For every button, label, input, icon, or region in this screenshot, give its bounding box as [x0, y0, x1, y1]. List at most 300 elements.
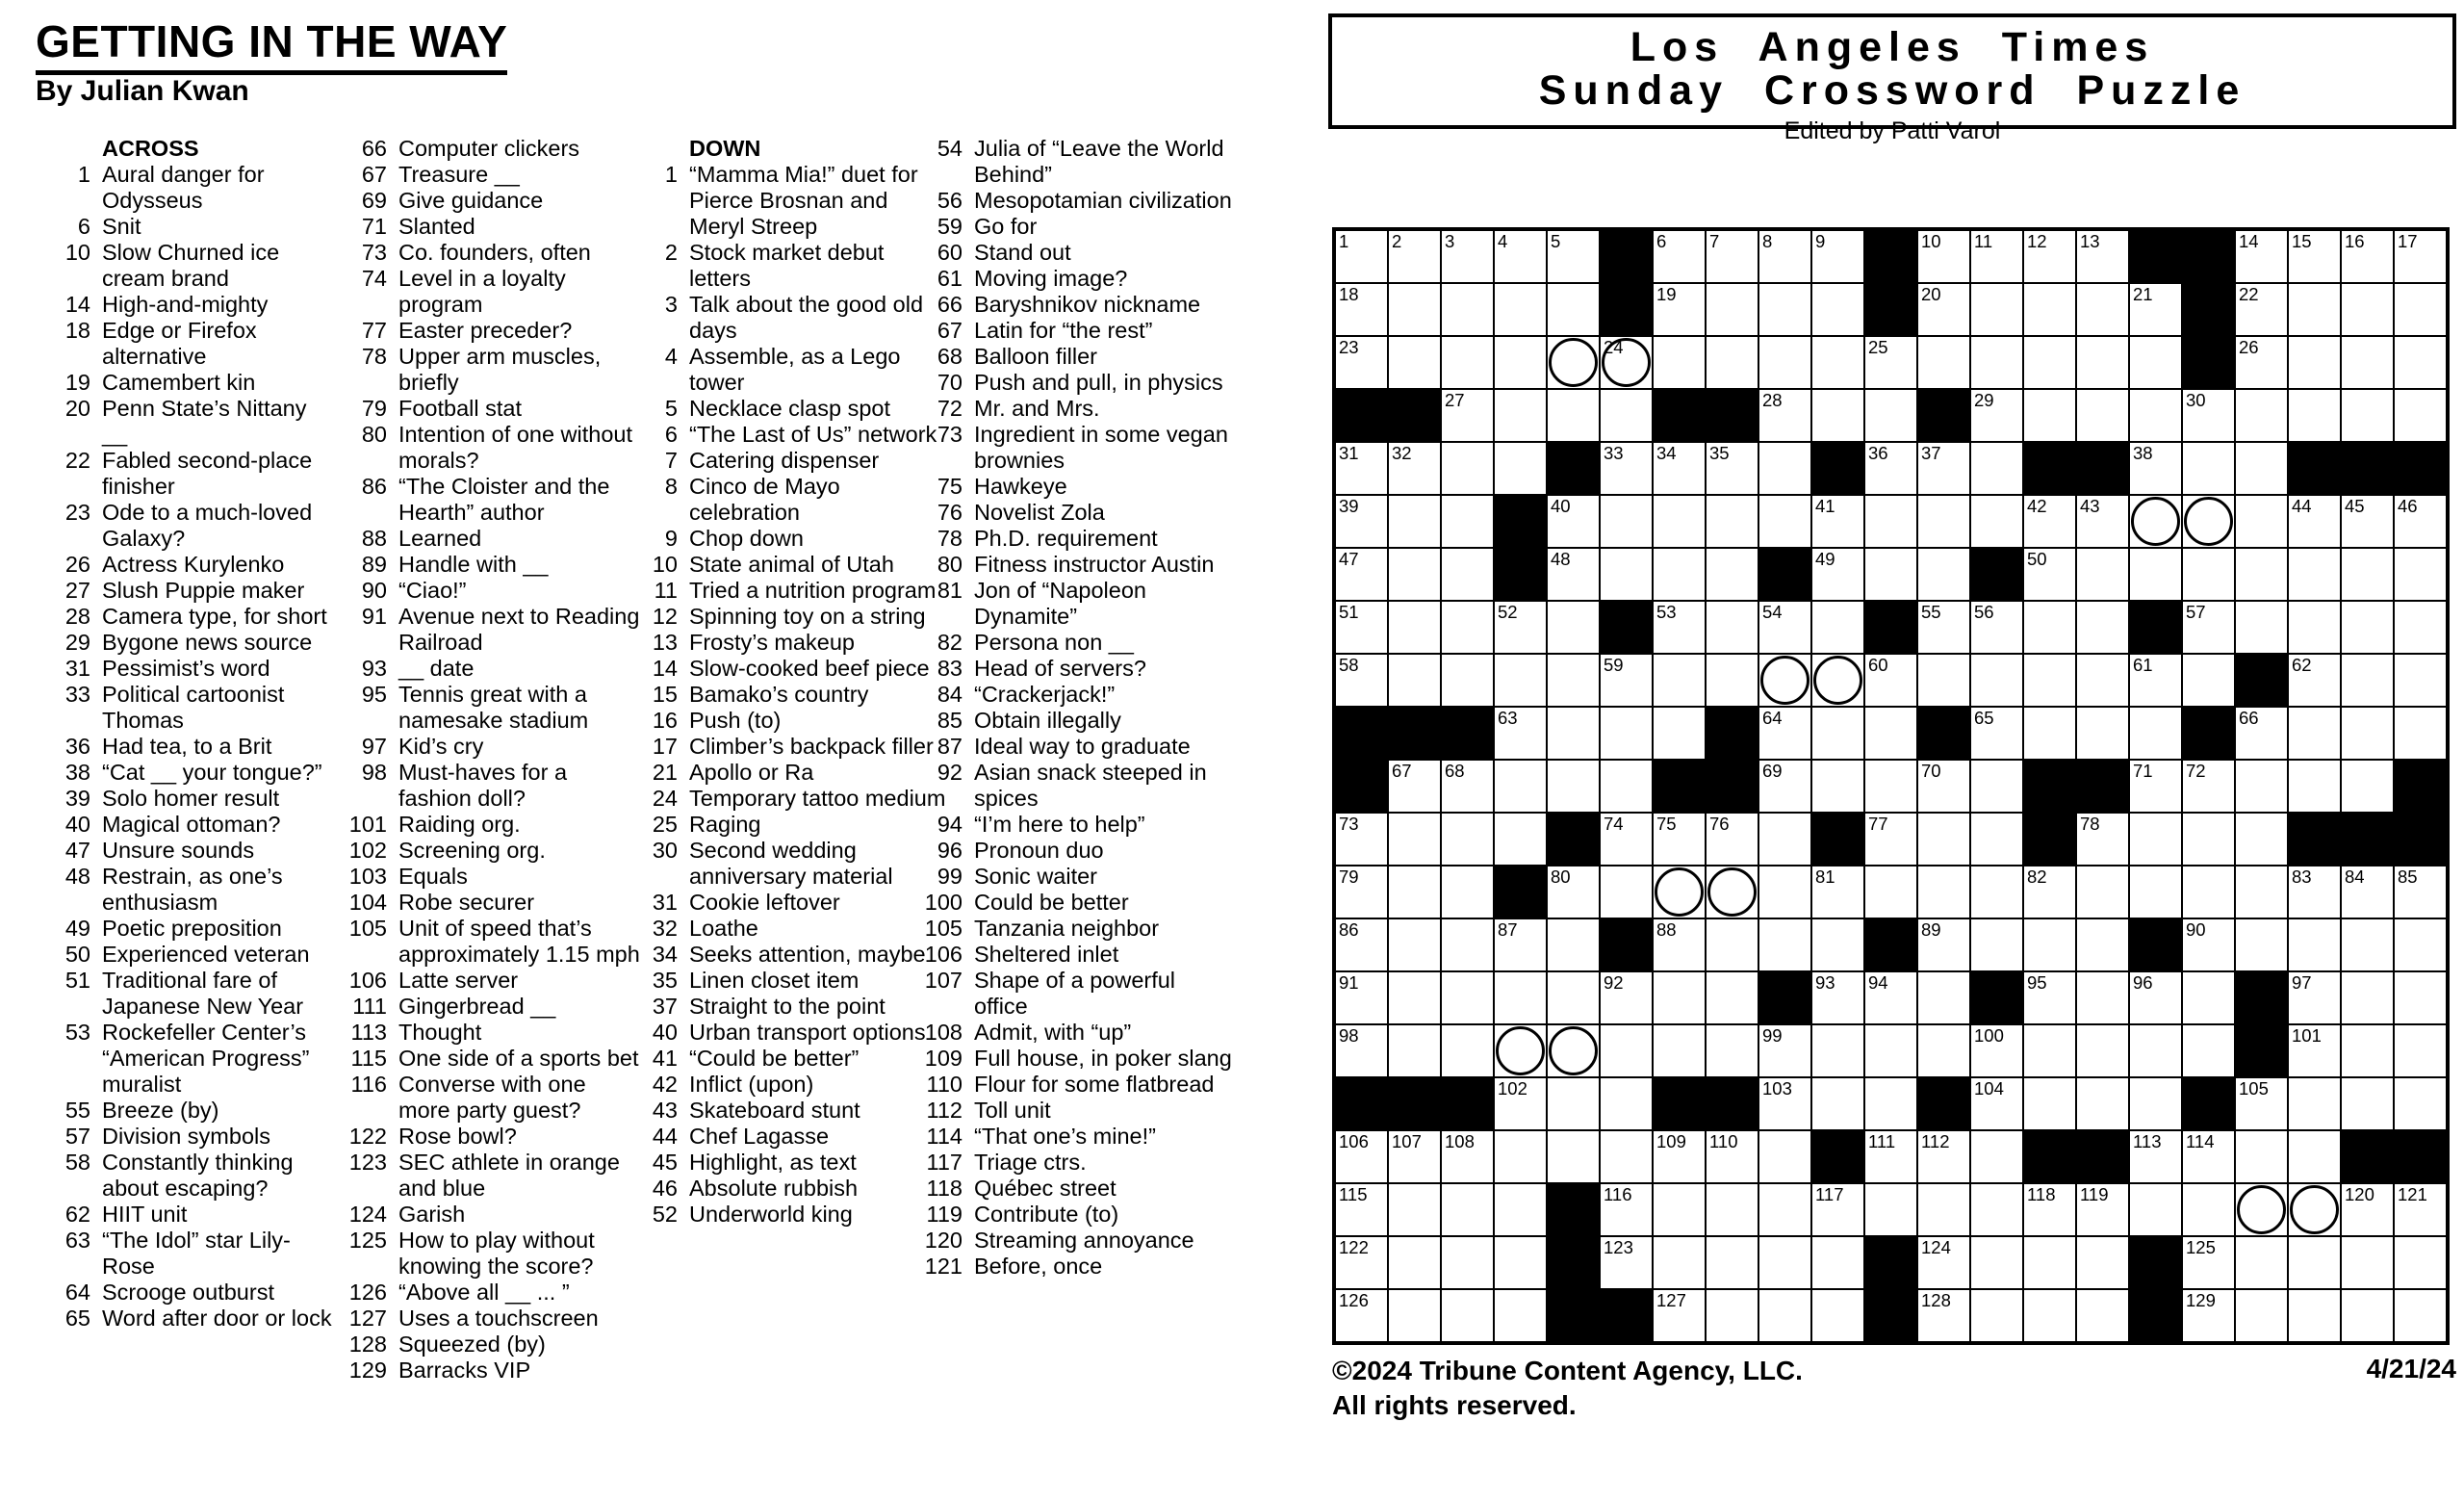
grid-cell[interactable]: [1811, 918, 1864, 971]
grid-cell[interactable]: [2235, 1236, 2288, 1289]
grid-cell[interactable]: [2394, 495, 2447, 548]
grid-cell[interactable]: [1706, 1236, 1758, 1289]
grid-cell[interactable]: [1970, 389, 2023, 442]
grid-cell[interactable]: [1547, 548, 1600, 601]
grid-cell[interactable]: [2341, 601, 2394, 654]
grid-cell[interactable]: [1917, 442, 1970, 495]
grid-cell[interactable]: [1494, 601, 1547, 654]
grid-cell[interactable]: [2076, 813, 2129, 866]
grid-cell[interactable]: [2076, 654, 2129, 707]
grid-cell[interactable]: [2394, 336, 2447, 389]
grid-cell[interactable]: [1917, 866, 1970, 918]
grid-cell[interactable]: [1706, 230, 1758, 283]
grid-cell[interactable]: [1441, 1289, 1494, 1342]
grid-cell[interactable]: [2182, 442, 2235, 495]
grid-cell[interactable]: [2023, 495, 2076, 548]
grid-cell[interactable]: [1600, 813, 1653, 866]
grid-cell[interactable]: [2182, 1236, 2235, 1289]
grid-cell[interactable]: [1970, 1236, 2023, 1289]
grid-cell[interactable]: [2023, 1236, 2076, 1289]
grid-cell[interactable]: [2023, 707, 2076, 760]
grid-cell[interactable]: [1335, 1130, 1388, 1183]
grid-cell[interactable]: [2076, 389, 2129, 442]
grid-cell[interactable]: [1653, 866, 1706, 918]
grid-cell[interactable]: [1441, 548, 1494, 601]
grid-cell[interactable]: [1917, 971, 1970, 1024]
grid-cell[interactable]: [1335, 813, 1388, 866]
grid-cell[interactable]: [1547, 918, 1600, 971]
grid-cell[interactable]: [1706, 971, 1758, 1024]
grid-cell[interactable]: [2129, 971, 2182, 1024]
grid-cell[interactable]: [1758, 1024, 1811, 1077]
grid-cell[interactable]: [1547, 654, 1600, 707]
grid-cell[interactable]: [1706, 548, 1758, 601]
grid-cell[interactable]: [2023, 1077, 2076, 1130]
grid-cell[interactable]: [2288, 1236, 2341, 1289]
grid-cell[interactable]: [1758, 1289, 1811, 1342]
grid-cell[interactable]: [2182, 1183, 2235, 1236]
grid-cell[interactable]: [2023, 971, 2076, 1024]
grid-cell[interactable]: [1653, 654, 1706, 707]
grid-cell[interactable]: [1811, 548, 1864, 601]
grid-cell[interactable]: [1811, 1024, 1864, 1077]
grid-cell[interactable]: [2235, 230, 2288, 283]
grid-cell[interactable]: [1653, 1289, 1706, 1342]
grid-cell[interactable]: [1970, 601, 2023, 654]
grid-cell[interactable]: [1706, 495, 1758, 548]
grid-cell[interactable]: [1388, 230, 1441, 283]
grid-cell[interactable]: [2023, 654, 2076, 707]
grid-cell[interactable]: [1653, 230, 1706, 283]
grid-cell[interactable]: [2129, 548, 2182, 601]
grid-cell[interactable]: [1547, 866, 1600, 918]
grid-cell[interactable]: [1441, 495, 1494, 548]
grid-cell[interactable]: [2341, 1024, 2394, 1077]
grid-cell[interactable]: [2394, 1236, 2447, 1289]
grid-cell[interactable]: [1917, 918, 1970, 971]
grid-cell[interactable]: [2288, 1289, 2341, 1342]
grid-cell[interactable]: [1547, 336, 1600, 389]
grid-cell[interactable]: [2182, 1130, 2235, 1183]
grid-cell[interactable]: [1653, 601, 1706, 654]
grid-cell[interactable]: [2288, 389, 2341, 442]
grid-cell[interactable]: [2182, 654, 2235, 707]
grid-cell[interactable]: [1441, 230, 1494, 283]
grid-cell[interactable]: [1758, 654, 1811, 707]
grid-cell[interactable]: [1758, 1236, 1811, 1289]
grid-cell[interactable]: [1494, 442, 1547, 495]
grid-cell[interactable]: [2288, 707, 2341, 760]
grid-cell[interactable]: [2341, 283, 2394, 336]
grid-cell[interactable]: [2129, 1183, 2182, 1236]
grid-cell[interactable]: [1758, 813, 1811, 866]
grid-cell[interactable]: [1547, 1130, 1600, 1183]
grid-cell[interactable]: [1758, 918, 1811, 971]
grid-cell[interactable]: [1441, 601, 1494, 654]
grid-cell[interactable]: [2235, 1183, 2288, 1236]
grid-cell[interactable]: [1811, 336, 1864, 389]
grid-cell[interactable]: [2129, 495, 2182, 548]
grid-cell[interactable]: [2394, 866, 2447, 918]
grid-cell[interactable]: [2076, 918, 2129, 971]
grid-cell[interactable]: [2076, 971, 2129, 1024]
grid-cell[interactable]: [1917, 1236, 1970, 1289]
grid-cell[interactable]: [2288, 1130, 2341, 1183]
grid-cell[interactable]: [2023, 548, 2076, 601]
grid-cell[interactable]: [1917, 230, 1970, 283]
grid-cell[interactable]: [1600, 1183, 1653, 1236]
grid-cell[interactable]: [1388, 760, 1441, 813]
grid-cell[interactable]: [2235, 389, 2288, 442]
grid-cell[interactable]: [1388, 442, 1441, 495]
grid-cell[interactable]: [1547, 971, 1600, 1024]
grid-cell[interactable]: [2129, 813, 2182, 866]
grid-cell[interactable]: [1494, 1077, 1547, 1130]
grid-cell[interactable]: [1970, 1183, 2023, 1236]
grid-cell[interactable]: [1653, 918, 1706, 971]
grid-cell[interactable]: [1758, 707, 1811, 760]
grid-cell[interactable]: [1653, 813, 1706, 866]
grid-cell[interactable]: [1653, 283, 1706, 336]
grid-cell[interactable]: [2076, 1077, 2129, 1130]
grid-cell[interactable]: [2023, 389, 2076, 442]
grid-cell[interactable]: [1917, 1183, 1970, 1236]
grid-cell[interactable]: [1388, 1130, 1441, 1183]
grid-cell[interactable]: [1811, 1183, 1864, 1236]
grid-cell[interactable]: [1970, 1289, 2023, 1342]
grid-cell[interactable]: [1811, 760, 1864, 813]
grid-cell[interactable]: [1864, 1024, 1917, 1077]
grid-cell[interactable]: [1600, 707, 1653, 760]
grid-cell[interactable]: [2288, 336, 2341, 389]
grid-cell[interactable]: [1494, 283, 1547, 336]
grid-cell[interactable]: [2235, 760, 2288, 813]
grid-cell[interactable]: [1547, 495, 1600, 548]
grid-cell[interactable]: [1441, 1024, 1494, 1077]
grid-cell[interactable]: [2235, 1077, 2288, 1130]
grid-cell[interactable]: [2076, 230, 2129, 283]
grid-cell[interactable]: [1335, 336, 1388, 389]
grid-cell[interactable]: [1970, 1077, 2023, 1130]
grid-cell[interactable]: [2182, 548, 2235, 601]
grid-cell[interactable]: [1547, 601, 1600, 654]
grid-cell[interactable]: [1600, 1130, 1653, 1183]
grid-cell[interactable]: [2394, 1077, 2447, 1130]
grid-cell[interactable]: [2341, 971, 2394, 1024]
grid-cell[interactable]: [2023, 1024, 2076, 1077]
grid-cell[interactable]: [1388, 1024, 1441, 1077]
grid-cell[interactable]: [2341, 707, 2394, 760]
grid-cell[interactable]: [1335, 230, 1388, 283]
grid-cell[interactable]: [1335, 1236, 1388, 1289]
grid-cell[interactable]: [1917, 283, 1970, 336]
grid-cell[interactable]: [1441, 971, 1494, 1024]
grid-cell[interactable]: [2235, 918, 2288, 971]
grid-cell[interactable]: [1335, 1289, 1388, 1342]
grid-cell[interactable]: [2129, 1024, 2182, 1077]
grid-cell[interactable]: [1917, 495, 1970, 548]
grid-cell[interactable]: [2341, 760, 2394, 813]
grid-cell[interactable]: [2288, 1183, 2341, 1236]
grid-cell[interactable]: [1864, 813, 1917, 866]
grid-cell[interactable]: [2023, 601, 2076, 654]
grid-cell[interactable]: [1758, 1130, 1811, 1183]
grid-cell[interactable]: [1600, 389, 1653, 442]
grid-cell[interactable]: [2182, 601, 2235, 654]
grid-cell[interactable]: [2288, 230, 2341, 283]
grid-cell[interactable]: [2182, 971, 2235, 1024]
grid-cell[interactable]: [1335, 495, 1388, 548]
grid-cell[interactable]: [2288, 1077, 2341, 1130]
grid-cell[interactable]: [1441, 389, 1494, 442]
grid-cell[interactable]: [2235, 1130, 2288, 1183]
grid-cell[interactable]: [2341, 548, 2394, 601]
grid-cell[interactable]: [2341, 336, 2394, 389]
grid-cell[interactable]: [1600, 1236, 1653, 1289]
grid-cell[interactable]: [1864, 495, 1917, 548]
grid-cell[interactable]: [1758, 866, 1811, 918]
grid-cell[interactable]: [1706, 918, 1758, 971]
grid-cell[interactable]: [2341, 866, 2394, 918]
grid-cell[interactable]: [1494, 654, 1547, 707]
grid-cell[interactable]: [1388, 654, 1441, 707]
grid-cell[interactable]: [2235, 283, 2288, 336]
grid-cell[interactable]: [2394, 1183, 2447, 1236]
grid-cell[interactable]: [2129, 707, 2182, 760]
grid-cell[interactable]: [1970, 813, 2023, 866]
grid-cell[interactable]: [2235, 601, 2288, 654]
grid-cell[interactable]: [1388, 1183, 1441, 1236]
grid-cell[interactable]: [1441, 1183, 1494, 1236]
grid-cell[interactable]: [1388, 601, 1441, 654]
grid-cell[interactable]: [2288, 654, 2341, 707]
grid-cell[interactable]: [1811, 707, 1864, 760]
grid-cell[interactable]: [1864, 336, 1917, 389]
grid-cell[interactable]: [1970, 1024, 2023, 1077]
grid-cell[interactable]: [1547, 389, 1600, 442]
grid-cell[interactable]: [1388, 866, 1441, 918]
grid-cell[interactable]: [1441, 336, 1494, 389]
grid-cell[interactable]: [2076, 866, 2129, 918]
grid-cell[interactable]: [2182, 1289, 2235, 1342]
grid-cell[interactable]: [2129, 1077, 2182, 1130]
grid-cell[interactable]: [1706, 1289, 1758, 1342]
grid-cell[interactable]: [1811, 1077, 1864, 1130]
grid-cell[interactable]: [2394, 389, 2447, 442]
grid-cell[interactable]: [1600, 1024, 1653, 1077]
grid-cell[interactable]: [2129, 866, 2182, 918]
grid-cell[interactable]: [1864, 548, 1917, 601]
grid-cell[interactable]: [1547, 760, 1600, 813]
grid-cell[interactable]: [2341, 389, 2394, 442]
grid-cell[interactable]: [1494, 760, 1547, 813]
grid-cell[interactable]: [1917, 1130, 1970, 1183]
grid-cell[interactable]: [1335, 866, 1388, 918]
grid-cell[interactable]: [2023, 866, 2076, 918]
grid-cell[interactable]: [1494, 230, 1547, 283]
grid-cell[interactable]: [2288, 971, 2341, 1024]
grid-cell[interactable]: [1547, 283, 1600, 336]
grid-cell[interactable]: [1917, 1289, 1970, 1342]
grid-cell[interactable]: [2182, 813, 2235, 866]
grid-cell[interactable]: [1494, 813, 1547, 866]
grid-cell[interactable]: [1970, 760, 2023, 813]
grid-cell[interactable]: [1335, 1183, 1388, 1236]
grid-cell[interactable]: [1706, 336, 1758, 389]
grid-cell[interactable]: [1600, 971, 1653, 1024]
grid-cell[interactable]: [1494, 1183, 1547, 1236]
grid-cell[interactable]: [1335, 1024, 1388, 1077]
grid-cell[interactable]: [2235, 442, 2288, 495]
grid-cell[interactable]: [1970, 283, 2023, 336]
grid-cell[interactable]: [2235, 495, 2288, 548]
grid-cell[interactable]: [1917, 760, 1970, 813]
grid-cell[interactable]: [1388, 495, 1441, 548]
grid-cell[interactable]: [1335, 283, 1388, 336]
grid-cell[interactable]: [1864, 971, 1917, 1024]
grid-cell[interactable]: [2394, 654, 2447, 707]
grid-cell[interactable]: [1917, 548, 1970, 601]
grid-cell[interactable]: [1970, 654, 2023, 707]
grid-cell[interactable]: [2288, 866, 2341, 918]
grid-cell[interactable]: [1758, 495, 1811, 548]
grid-cell[interactable]: [1335, 601, 1388, 654]
grid-cell[interactable]: [1758, 336, 1811, 389]
grid-cell[interactable]: [1758, 283, 1811, 336]
grid-cell[interactable]: [1706, 1183, 1758, 1236]
grid-cell[interactable]: [2076, 336, 2129, 389]
grid-cell[interactable]: [2341, 1289, 2394, 1342]
grid-cell[interactable]: [2076, 601, 2129, 654]
grid-cell[interactable]: [1811, 1236, 1864, 1289]
grid-cell[interactable]: [2076, 548, 2129, 601]
grid-cell[interactable]: [1811, 866, 1864, 918]
grid-cell[interactable]: [1706, 654, 1758, 707]
grid-cell[interactable]: [2076, 1024, 2129, 1077]
grid-cell[interactable]: [2235, 548, 2288, 601]
grid-cell[interactable]: [2076, 1236, 2129, 1289]
grid-cell[interactable]: [2182, 1024, 2235, 1077]
grid-cell[interactable]: [1758, 389, 1811, 442]
grid-cell[interactable]: [1917, 336, 1970, 389]
grid-cell[interactable]: [1864, 389, 1917, 442]
grid-cell[interactable]: [1917, 813, 1970, 866]
grid-cell[interactable]: [2076, 495, 2129, 548]
grid-cell[interactable]: [1970, 707, 2023, 760]
grid-cell[interactable]: [1706, 601, 1758, 654]
grid-cell[interactable]: [1811, 654, 1864, 707]
grid-cell[interactable]: [1494, 1236, 1547, 1289]
grid-cell[interactable]: [1653, 1183, 1706, 1236]
grid-cell[interactable]: [2182, 760, 2235, 813]
grid-cell[interactable]: [1335, 654, 1388, 707]
grid-cell[interactable]: [1547, 230, 1600, 283]
grid-cell[interactable]: [2023, 336, 2076, 389]
grid-cell[interactable]: [1864, 1183, 1917, 1236]
grid-cell[interactable]: [2076, 283, 2129, 336]
grid-cell[interactable]: [1494, 918, 1547, 971]
grid-cell[interactable]: [1706, 866, 1758, 918]
grid-cell[interactable]: [2394, 707, 2447, 760]
grid-cell[interactable]: [1653, 1236, 1706, 1289]
grid-cell[interactable]: [1758, 442, 1811, 495]
grid-cell[interactable]: [1917, 1024, 1970, 1077]
grid-cell[interactable]: [2288, 760, 2341, 813]
grid-cell[interactable]: [1970, 336, 2023, 389]
grid-cell[interactable]: [1706, 1130, 1758, 1183]
grid-cell[interactable]: [1441, 918, 1494, 971]
grid-cell[interactable]: [1600, 495, 1653, 548]
grid-cell[interactable]: [1441, 654, 1494, 707]
grid-cell[interactable]: [2341, 1077, 2394, 1130]
grid-cell[interactable]: [1970, 1130, 2023, 1183]
grid-cell[interactable]: [2235, 866, 2288, 918]
grid-cell[interactable]: [2394, 230, 2447, 283]
grid-cell[interactable]: [1811, 971, 1864, 1024]
grid-cell[interactable]: [1758, 1077, 1811, 1130]
grid-cell[interactable]: [1600, 760, 1653, 813]
grid-cell[interactable]: [2235, 707, 2288, 760]
grid-cell[interactable]: [1388, 336, 1441, 389]
grid-cell[interactable]: [1494, 389, 1547, 442]
grid-cell[interactable]: [2394, 971, 2447, 1024]
grid-cell[interactable]: [1600, 1077, 1653, 1130]
grid-cell[interactable]: [1441, 813, 1494, 866]
grid-cell[interactable]: [2076, 1289, 2129, 1342]
grid-cell[interactable]: [1653, 707, 1706, 760]
grid-cell[interactable]: [1388, 1236, 1441, 1289]
grid-cell[interactable]: [2341, 230, 2394, 283]
grid-cell[interactable]: [1653, 1130, 1706, 1183]
grid-cell[interactable]: [1811, 601, 1864, 654]
grid-cell[interactable]: [2288, 1024, 2341, 1077]
grid-cell[interactable]: [2341, 1236, 2394, 1289]
grid-cell[interactable]: [1547, 707, 1600, 760]
grid-cell[interactable]: [2394, 918, 2447, 971]
grid-cell[interactable]: [1706, 442, 1758, 495]
grid-cell[interactable]: [2394, 283, 2447, 336]
grid-cell[interactable]: [1600, 866, 1653, 918]
grid-cell[interactable]: [2288, 918, 2341, 971]
grid-cell[interactable]: [2129, 760, 2182, 813]
grid-cell[interactable]: [2182, 866, 2235, 918]
grid-cell[interactable]: [1494, 1289, 1547, 1342]
grid-cell[interactable]: [1864, 866, 1917, 918]
grid-cell[interactable]: [2394, 548, 2447, 601]
grid-cell[interactable]: [1653, 971, 1706, 1024]
grid-cell[interactable]: [2182, 918, 2235, 971]
grid-cell[interactable]: [2182, 495, 2235, 548]
grid-cell[interactable]: [1494, 336, 1547, 389]
grid-cell[interactable]: [2235, 1289, 2288, 1342]
grid-cell[interactable]: [1970, 230, 2023, 283]
grid-cell[interactable]: [1706, 1024, 1758, 1077]
grid-cell[interactable]: [1494, 707, 1547, 760]
grid-cell[interactable]: [2023, 283, 2076, 336]
grid-cell[interactable]: [2288, 495, 2341, 548]
grid-cell[interactable]: [2129, 1130, 2182, 1183]
grid-cell[interactable]: [2129, 654, 2182, 707]
grid-cell[interactable]: [2129, 336, 2182, 389]
grid-cell[interactable]: [1335, 442, 1388, 495]
grid-cell[interactable]: [1917, 654, 1970, 707]
grid-cell[interactable]: [1653, 548, 1706, 601]
grid-cell[interactable]: [2076, 707, 2129, 760]
grid-cell[interactable]: [1547, 1077, 1600, 1130]
grid-cell[interactable]: [1970, 918, 2023, 971]
grid-cell[interactable]: [1970, 495, 2023, 548]
grid-cell[interactable]: [2394, 1024, 2447, 1077]
